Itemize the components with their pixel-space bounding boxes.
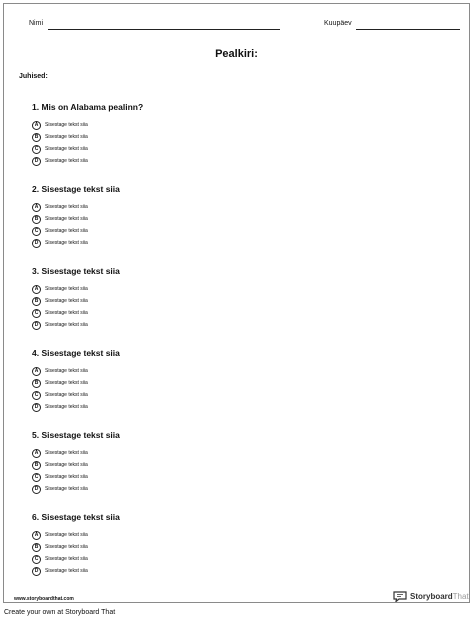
question-text: 6. Sisestage tekst siia — [32, 512, 120, 522]
option-letter-circle[interactable]: D — [32, 567, 41, 576]
answer-option[interactable] — [32, 213, 432, 225]
option-text: Sisestage tekst siia — [45, 322, 88, 328]
answer-option[interactable] — [32, 283, 432, 295]
question-text: 1. Mis on Alabama pealinn? — [32, 102, 144, 112]
option-letter-circle[interactable]: A — [32, 531, 41, 540]
option-letter-circle[interactable]: B — [32, 461, 41, 470]
option-letter-circle[interactable]: C — [32, 473, 41, 482]
option-letter-circle[interactable]: C — [32, 391, 41, 400]
question-block — [32, 348, 432, 413]
question-text: 3. Sisestage tekst siia — [32, 266, 120, 276]
answer-option[interactable] — [32, 459, 432, 471]
answer-option[interactable] — [32, 377, 432, 389]
worksheet — [3, 3, 470, 603]
option-letter-circle[interactable]: D — [32, 485, 41, 494]
answer-option[interactable] — [32, 483, 432, 495]
question-block — [32, 184, 432, 249]
option-text: Sisestage tekst siia — [45, 368, 88, 374]
option-text: Sisestage tekst siia — [45, 240, 88, 246]
answer-option[interactable] — [32, 295, 432, 307]
answer-option[interactable] — [32, 319, 432, 331]
option-letter-circle[interactable]: D — [32, 321, 41, 330]
answer-option[interactable] — [32, 401, 432, 413]
option-letter-circle[interactable]: A — [32, 121, 41, 130]
worksheet-title: Pealkiri: — [215, 48, 258, 60]
logo-text: StoryboardThat — [410, 592, 469, 601]
create-your-own-caption[interactable]: Create your own at Storyboard That — [4, 609, 116, 616]
question-block — [32, 102, 432, 167]
answer-option[interactable] — [32, 541, 432, 553]
date-line — [356, 29, 460, 30]
answer-option[interactable] — [32, 201, 432, 213]
option-text: Sisestage tekst siia — [45, 532, 88, 538]
answer-option[interactable] — [32, 471, 432, 483]
option-letter-circle[interactable]: A — [32, 203, 41, 212]
answer-option[interactable] — [32, 389, 432, 401]
question-block — [32, 430, 432, 495]
option-text: Sisestage tekst siia — [45, 216, 88, 222]
option-letter-circle[interactable]: B — [32, 297, 41, 306]
option-text: Sisestage tekst siia — [45, 134, 88, 140]
option-text: Sisestage tekst siia — [45, 486, 88, 492]
answer-option[interactable] — [32, 143, 432, 155]
option-letter-circle[interactable]: A — [32, 285, 41, 294]
option-text: Sisestage tekst siia — [45, 228, 88, 234]
option-letter-circle[interactable]: C — [32, 145, 41, 154]
option-text: Sisestage tekst siia — [45, 462, 88, 468]
option-text: Sisestage tekst siia — [45, 298, 88, 304]
question-text: 5. Sisestage tekst siia — [32, 430, 120, 440]
option-text: Sisestage tekst siia — [45, 450, 88, 456]
option-text: Sisestage tekst siia — [45, 404, 88, 410]
option-letter-circle[interactable]: B — [32, 543, 41, 552]
answer-option[interactable] — [32, 365, 432, 377]
option-text: Sisestage tekst siia — [45, 286, 88, 292]
answer-option[interactable] — [32, 131, 432, 143]
answer-option[interactable] — [32, 225, 432, 237]
option-text: Sisestage tekst siia — [45, 568, 88, 574]
answer-option[interactable] — [32, 529, 432, 541]
option-text: Sisestage tekst siia — [45, 158, 88, 164]
option-text: Sisestage tekst siia — [45, 380, 88, 386]
storyboard-that-logo-icon — [393, 591, 407, 602]
footer-url: www.storyboardthat.com — [14, 596, 74, 602]
question-text: 4. Sisestage tekst siia — [32, 348, 120, 358]
option-letter-circle[interactable]: C — [32, 309, 41, 318]
option-text: Sisestage tekst siia — [45, 392, 88, 398]
option-letter-circle[interactable]: D — [32, 239, 41, 248]
option-letter-circle[interactable]: D — [32, 403, 41, 412]
option-letter-circle[interactable]: A — [32, 449, 41, 458]
option-letter-circle[interactable]: D — [32, 157, 41, 166]
option-letter-circle[interactable]: C — [32, 555, 41, 564]
answer-option[interactable] — [32, 119, 432, 131]
answer-option[interactable] — [32, 237, 432, 249]
option-letter-circle[interactable]: B — [32, 215, 41, 224]
question-text: 2. Sisestage tekst siia — [32, 184, 120, 194]
option-text: Sisestage tekst siia — [45, 146, 88, 152]
question-block — [32, 512, 432, 577]
answer-option[interactable] — [32, 565, 432, 577]
option-text: Sisestage tekst siia — [45, 474, 88, 480]
instructions-label: Juhised: — [19, 73, 48, 80]
option-text: Sisestage tekst siia — [45, 310, 88, 316]
answer-option[interactable] — [32, 447, 432, 459]
option-letter-circle[interactable]: B — [32, 133, 41, 142]
name-label: Nimi — [29, 20, 43, 27]
answer-option[interactable] — [32, 155, 432, 167]
option-letter-circle[interactable]: C — [32, 227, 41, 236]
option-text: Sisestage tekst siia — [45, 204, 88, 210]
storyboard-that-logo — [393, 591, 469, 602]
question-block — [32, 266, 432, 331]
date-label: Kuupäev — [324, 20, 352, 27]
option-text: Sisestage tekst siia — [45, 544, 88, 550]
option-letter-circle[interactable]: A — [32, 367, 41, 376]
option-text: Sisestage tekst siia — [45, 122, 88, 128]
option-letter-circle[interactable]: B — [32, 379, 41, 388]
answer-option[interactable] — [32, 553, 432, 565]
option-text: Sisestage tekst siia — [45, 556, 88, 562]
answer-option[interactable] — [32, 307, 432, 319]
name-line — [48, 29, 280, 30]
